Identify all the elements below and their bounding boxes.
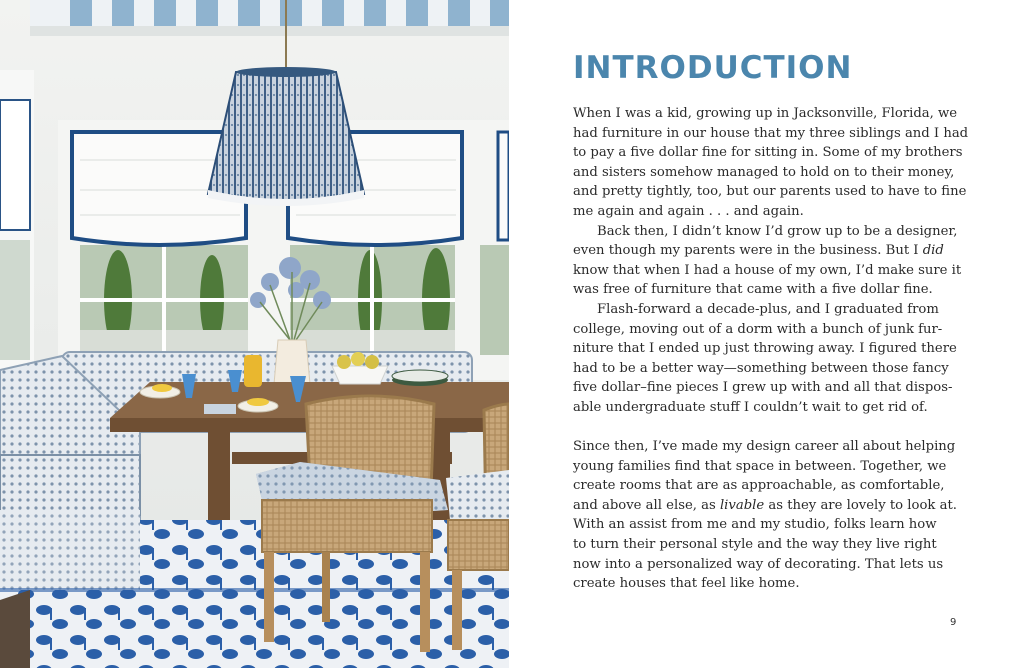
section-break: [573, 418, 963, 438]
paragraph-3-line-6: able undergraduate stuff I couldn’t wait to get rid of.: [573, 399, 928, 415]
paragraph-3-line-3: niture that I ended up just throwing away. I figured there: [573, 341, 957, 357]
paragraph-4-line-3: create rooms that are as approachable, as comfortable,: [573, 478, 945, 494]
paragraph-4-line-4: [573, 496, 963, 516]
paragraph-4-line-2: young families find that space in between. Together, we: [573, 458, 947, 474]
body-text: [573, 104, 969, 594]
paragraph-2-line-3: know that when I had a house of my own, I’d make sure it: [573, 262, 962, 278]
paragraph-4-line-1: Since then, I’ve made my design career all about helping: [573, 439, 956, 455]
paragraph-2-line-1: Back then, I didn’t know I’d grow up to be a designer,: [597, 223, 958, 239]
paragraph-4-line-8: create houses that feel like home.: [573, 576, 800, 592]
text-page: [509, 0, 1020, 668]
page-number: 9: [950, 617, 957, 628]
paragraph-1-line-3: to pay a five dollar fine for sitting in. Some of my brothers: [573, 145, 963, 161]
paragraph-2-line-4: was free of furniture that came with a five dollar fine.: [573, 282, 933, 298]
paragraph-4-line-6: to turn their personal style and the way they live right: [573, 537, 937, 553]
paragraph-4-line-4-pre: and above all else, as: [573, 497, 720, 513]
breakfast-nook-photo: [0, 0, 509, 668]
paragraph-4-line-5: With an assist from me and my studio, folks learn how: [573, 517, 937, 533]
paragraph-3-line-5: five dollar–fine pieces I grew up with and all that dispos-: [573, 380, 953, 396]
paragraph-4-line-7: now into a personalized way of decorating. That lets us: [573, 556, 944, 572]
paragraph-1-line-2: had furniture in our house that my three siblings and I had: [573, 125, 969, 141]
chapter-heading: INTRODUCTION: [573, 50, 853, 86]
paragraph-3-line-4: had to be a better way—something between those fancy: [573, 360, 949, 376]
paragraph-1-line-5: and pretty tightly, too, but our parents used to have to fine: [573, 184, 967, 200]
paragraph-3-line-2: college, moving out of a dorm with a bunch of junk fur-: [573, 321, 943, 337]
paragraph-4-line-4-post: as they are lovely to look at.: [764, 497, 957, 513]
paragraph-1-line-6: me again and again . . . and again.: [573, 203, 804, 219]
paragraph-1-line-4: and sisters somehow managed to hold on to their money,: [573, 164, 955, 180]
paragraph-2-line-2: [573, 241, 963, 261]
paragraph-3-line-1: Flash-forward a decade-plus, and I graduated from: [597, 301, 939, 317]
paragraph-1-line-1: When I was a kid, growing up in Jacksonville, Florida, we: [573, 106, 958, 121]
paragraph-2-emphasis: did: [922, 243, 944, 259]
paragraph-4-emphasis: livable: [719, 497, 765, 513]
paragraph-2-line-2-text: even though my parents were in the business. But I: [573, 243, 923, 259]
